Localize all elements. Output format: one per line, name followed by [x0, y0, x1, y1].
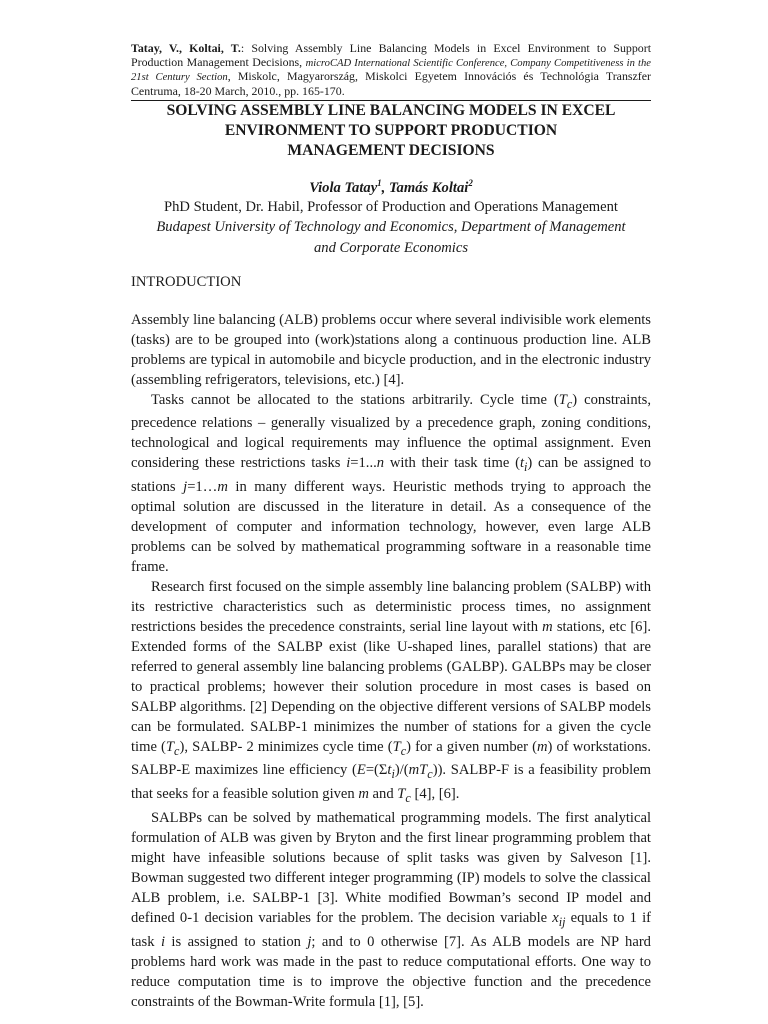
title-line-2: ENVIRONMENT TO SUPPORT PRODUCTION — [224, 121, 558, 139]
author-1: Viola Tatay — [309, 180, 378, 197]
title-line-1: SOLVING ASSEMBLY LINE BALANCING MODELS IN EXCEL — [166, 102, 616, 120]
author-2: Tamás Koltai — [388, 180, 469, 197]
university-line-1: Budapest University of Technology and Economics, Department of Management — [156, 219, 626, 236]
paragraph-4: SALBPs can be solved by mathematical programming models. The first analytical formulation of ALB was given by Bryton and the first linear programming problem that might have infeasible solutions because of split tasks was given by Salveson [1]. Bowman suggested two different integer programming (IP) models to solve the classical ALB problem, i.e. SALBP-1 [3]. White modified Bowman’s second IP model and defined 0-1 decision variables for the problem. The decision variable $x_{ij}$ equals to 1 if task i is assigned to station j; and to 0 otherwise [7]. As ALB models are NP hard problems hard work was made in the past to reduce computational efforts. One way to reduce computation time is to improve the objective function and the precedence constraints of the Bowman-Write formula [1], [5]. — [131, 810, 651, 1010]
author-2-affil-mark: 2 — [468, 178, 473, 189]
citation-title: : Solving Assembly Line Balancing Models in Excel Environment to Support Production Management Decisions, — [131, 41, 652, 69]
paragraph-2: Tasks cannot be allocated to the stations arbitrarily. Cycle time $(T_c)$ constraints, precedence relations – generally visualized by a precedence graph, zoning conditions, technological and logical requirements may influence the optimal assignment. Even considering these restrictions tasks i=1...n with their task time $(t_i)$ can be assigned to stations j=1…m in many different ways. Heuristic methods trying to approach the optimal solution are discussed in the literature in detail. As a consequence of the development of computer and information technology, however, even large ALB problems can be solved by mathematical programming software in a reasonable time frame. — [131, 391, 652, 576]
author-list — [131, 179, 651, 197]
paragraph-3: Research first focused on the simple assembly line balancing problem (SALBP) with its restrictive characteristics such as deterministic process times, no assignment restrictions besides the precedence constraints, serial line layout with m stations, etc [6]. Extended forms of the SALBP exist (like U-shaped lines, parallel stations) that are referred to general assembly line balancing problems (GALBP). GALBPs may be closer to practical problems; however their solution procedure in most cases is based on SALBP algorithms. [2] Depending on the objective different versions of SALBP models can be formulated. SALBP-1 minimizes the number of stations for a given the cycle time $(T_c)$, SALBP- 2 minimizes cycle time $(T_c)$ for a given number (m) of workstations. SALBP-E maximizes line efficiency $(E=(\Sigma t_i)/(mT_c))$. SALBP-F is a feasibility problem that seeks for a feasible solution given m and $T_c$ [4], [6]. — [131, 578, 651, 806]
paper-title — [131, 101, 651, 160]
citation-authors: Tatay, V., Koltai, T. — [131, 41, 241, 55]
paragraph-1: Assembly line balancing (ALB) problems occur where several indivisible work elements (tasks) are to be grouped into (work)stations along a continuous production line. ALB problems are typical in automobile and bicycle production, and in the electronic industry (assembling refrigerators, televisions, etc.) [4]. — [131, 311, 651, 388]
author-positions: PhD Student, Dr. Habil, Professor of Production and Operations Management — [164, 199, 618, 216]
body-text — [131, 311, 651, 1013]
citation-conference: microCAD International Scientific Conference, Company Competitiveness in the 21st Century Section — [131, 57, 651, 84]
university-line-2: and Corporate Economics — [313, 239, 469, 256]
citation-header — [131, 42, 651, 98]
section-heading: INTRODUCTION — [131, 273, 242, 290]
paper-page — [131, 42, 651, 1013]
citation-details: , Miskolc, Magyarország, Miskolci Egyetem Innovációs és Technológia Transzfer Centruma, 18-20 March, 2010., pp. 165-170. — [131, 69, 651, 98]
author-separator: , — [381, 180, 389, 197]
author-1-affil-mark: 1 — [377, 178, 382, 189]
title-line-3: MANAGEMENT DECISIONS — [287, 141, 495, 159]
